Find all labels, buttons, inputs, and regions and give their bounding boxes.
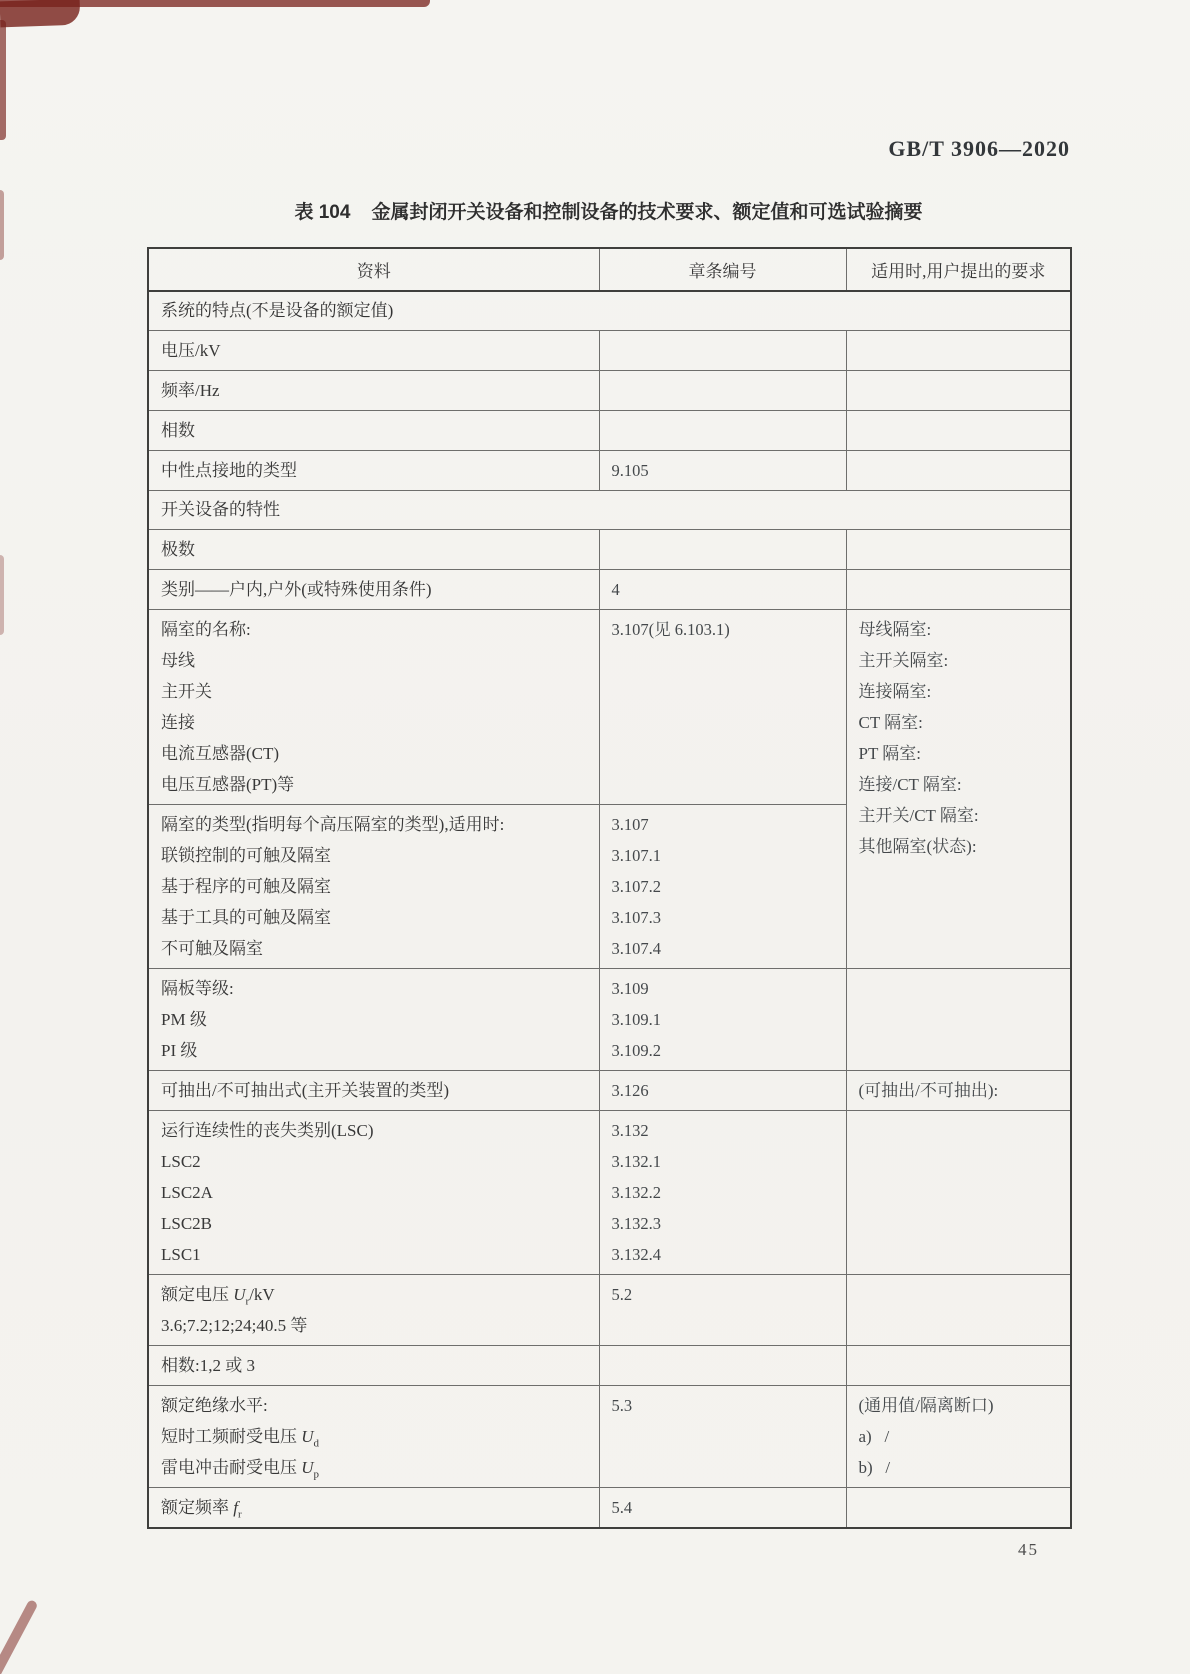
cell-line: (可抽出/不可抽出): (858, 1081, 999, 1100)
cell-line: 中性点接地的类型 (161, 461, 297, 480)
cell-line: 5.3 (611, 1396, 633, 1415)
cell-clause (599, 610, 846, 805)
cell-clause (599, 1488, 846, 1529)
cell-line: 类别——户内,户外(或特殊使用条件) (161, 580, 432, 599)
cell-line: 3.132.2 (611, 1183, 661, 1202)
cell-user (846, 331, 1071, 371)
cell-line: LSC2A (161, 1183, 213, 1202)
table-row (148, 610, 1071, 805)
page-number: 45 (1018, 1540, 1039, 1559)
cell-line: PI 级 (161, 1041, 198, 1060)
cell-user (846, 1275, 1071, 1346)
table-row (148, 1071, 1071, 1111)
scan-artifact-left-edge-1 (0, 20, 6, 140)
cell-line: 3.132.1 (611, 1152, 661, 1171)
cell-line: 电压/kV (161, 341, 221, 360)
column-header-information: 资料 (148, 248, 599, 291)
requirements-summary-table (147, 247, 1072, 1529)
cell-line: 联锁控制的可触及隔室 (161, 846, 331, 865)
scan-artifact-top-left-corner (0, 0, 80, 27)
cell-clause (599, 1386, 846, 1488)
table-row (148, 1275, 1071, 1346)
cell-line: 3.126 (611, 1081, 649, 1100)
cell-line: 4 (611, 580, 620, 599)
scan-artifact-left-edge-3 (0, 555, 4, 635)
scan-artifact-top-edge (0, 0, 430, 7)
cell-clause (599, 969, 846, 1071)
cell-info (148, 530, 599, 570)
table-row (148, 1386, 1071, 1488)
cell-info (148, 1488, 599, 1529)
cell-info (148, 451, 599, 491)
cell-line: 连接/CT 隔室: (858, 775, 962, 794)
cell-info (148, 969, 599, 1071)
cell-line: (通用值/隔离断口) (858, 1396, 994, 1415)
table-row (148, 570, 1071, 610)
cell-user (846, 1386, 1071, 1488)
cell-info (148, 371, 599, 411)
cell-line: 隔板等级: (161, 979, 234, 998)
cell-line: 连接 (161, 713, 195, 732)
cell-line: 3.109.2 (611, 1041, 661, 1060)
cell-clause (599, 1111, 846, 1275)
cell-info (148, 1386, 599, 1488)
cell-info (148, 1071, 599, 1111)
cell-line: 隔室的名称: (161, 620, 251, 639)
cell-line: 电压互感器(PT)等 (161, 775, 295, 794)
cell-clause (599, 451, 846, 491)
cell-clause (599, 371, 846, 411)
standard-code-header: GB/T 3906—2020 (888, 136, 1070, 161)
cell-clause (599, 805, 846, 969)
cell-line: 可抽出/不可抽出式(主开关装置的类型) (161, 1081, 450, 1100)
cell-user (846, 1488, 1071, 1529)
cell-line: 3.109 (611, 979, 649, 998)
table-row (148, 530, 1071, 570)
cell-line: 额定电压 $U_r/kV$ (161, 1285, 275, 1308)
cell-user (846, 610, 1071, 969)
table-row (148, 1346, 1071, 1386)
cell-user (846, 451, 1071, 491)
cell-line: 系统的特点(不是设备的额定值) (161, 301, 394, 320)
cell-line: 运行连续性的丧失类别(LSC) (161, 1121, 374, 1140)
cell-line: 开关设备的特性 (161, 500, 280, 519)
cell-line: 3.107.2 (611, 877, 661, 896)
cell-clause (599, 331, 846, 371)
cell-line: 3.109.1 (611, 1010, 661, 1029)
cell-line: 9.105 (611, 461, 649, 480)
cell-line: 额定频率 $f_r$ (161, 1498, 242, 1521)
cell-line: 3.132.4 (611, 1245, 661, 1264)
table-title: 表 104 金属封闭开关设备和控制设备的技术要求、额定值和可选试验摘要 (294, 202, 923, 223)
cell-user (846, 969, 1071, 1071)
cell-line: PT 隔室: (858, 744, 922, 763)
cell-line: 连接隔室: (858, 682, 932, 701)
cell-info (148, 805, 599, 969)
table-row (148, 451, 1071, 491)
cell-line: 频率/Hz (161, 381, 220, 400)
cell-line: 电流互感器(CT) (161, 744, 280, 763)
cell-clause (599, 1275, 846, 1346)
section-row (148, 491, 1071, 530)
cell-line: PM 级 (161, 1010, 207, 1029)
cell-line: 相数:1,2 或 3 (161, 1356, 255, 1375)
cell-line: 3.107.4 (611, 939, 661, 958)
cell-line: 3.107(见 6.103.1) (611, 620, 730, 639)
cell-line: LSC1 (161, 1245, 201, 1264)
cell-line: 不可触及隔室 (161, 939, 263, 958)
cell-line: 母线隔室: (858, 620, 932, 639)
cell-line: 3.107 (611, 815, 649, 834)
cell-line: 主开关/CT 隔室: (858, 806, 979, 825)
cell-line: CT 隔室: (858, 713, 923, 732)
cell-line: 基于程序的可触及隔室 (161, 877, 331, 896)
table-row (148, 969, 1071, 1071)
cell-info (148, 411, 599, 451)
cell-line: LSC2B (161, 1214, 213, 1233)
summary-table-body (148, 291, 1071, 1528)
table-row (148, 411, 1071, 451)
cell-info (148, 1275, 599, 1346)
table-header-row (148, 248, 1071, 291)
cell-user (846, 371, 1071, 411)
cell-line: a) / (858, 1427, 890, 1446)
section-row (148, 291, 1071, 331)
table-row (148, 1488, 1071, 1529)
cell-clause (599, 1346, 846, 1386)
cell-line: 隔室的类型(指明每个高压隔室的类型),适用时: (161, 815, 505, 834)
scan-artifact-left-edge-2 (0, 190, 4, 260)
table-row (148, 331, 1071, 371)
cell-clause (599, 411, 846, 451)
cell-info (148, 570, 599, 610)
cell-line: b) / (858, 1458, 891, 1477)
cell-line: 主开关隔室: (858, 651, 949, 670)
cell-line: 3.132.3 (611, 1214, 661, 1233)
cell-line: 母线 (161, 651, 195, 670)
cell-line: 主开关 (161, 682, 212, 701)
cell-clause (599, 530, 846, 570)
column-header-clause-number: 章条编号 (599, 248, 846, 291)
cell-line: 短时工频耐受电压 $U_d$ (161, 1427, 320, 1450)
cell-user (846, 1346, 1071, 1386)
cell-line: 5.2 (611, 1285, 633, 1304)
cell-info (148, 610, 599, 805)
section-label (148, 491, 1071, 530)
cell-clause (599, 570, 846, 610)
cell-info (148, 1346, 599, 1386)
cell-line: 3.6;7.2;12;24;40.5 等 (161, 1316, 308, 1335)
scan-artifact-bottom-left (0, 1599, 39, 1674)
cell-user (846, 1071, 1071, 1111)
cell-info (148, 1111, 599, 1275)
cell-line: 3.107.3 (611, 908, 661, 927)
cell-line: 其他隔室(状态): (858, 837, 977, 856)
cell-user (846, 411, 1071, 451)
cell-user (846, 570, 1071, 610)
cell-line: 相数 (161, 421, 195, 440)
table-row (148, 1111, 1071, 1275)
cell-line: 3.132 (611, 1121, 649, 1140)
cell-line: 雷电冲击耐受电压 $U_p$ (161, 1458, 320, 1481)
cell-line: 3.107.1 (611, 846, 661, 865)
cell-line: 极数 (161, 540, 195, 559)
cell-line: 5.4 (611, 1498, 633, 1517)
cell-user (846, 530, 1071, 570)
cell-info (148, 331, 599, 371)
cell-line: LSC2 (161, 1152, 201, 1171)
cell-line: 额定绝缘水平: (161, 1396, 268, 1415)
column-header-user-requirement: 适用时,用户提出的要求 (846, 248, 1071, 291)
cell-line: 基于工具的可触及隔室 (161, 908, 331, 927)
section-label (148, 291, 1071, 331)
table-row (148, 371, 1071, 411)
cell-user (846, 1111, 1071, 1275)
cell-clause (599, 1071, 846, 1111)
